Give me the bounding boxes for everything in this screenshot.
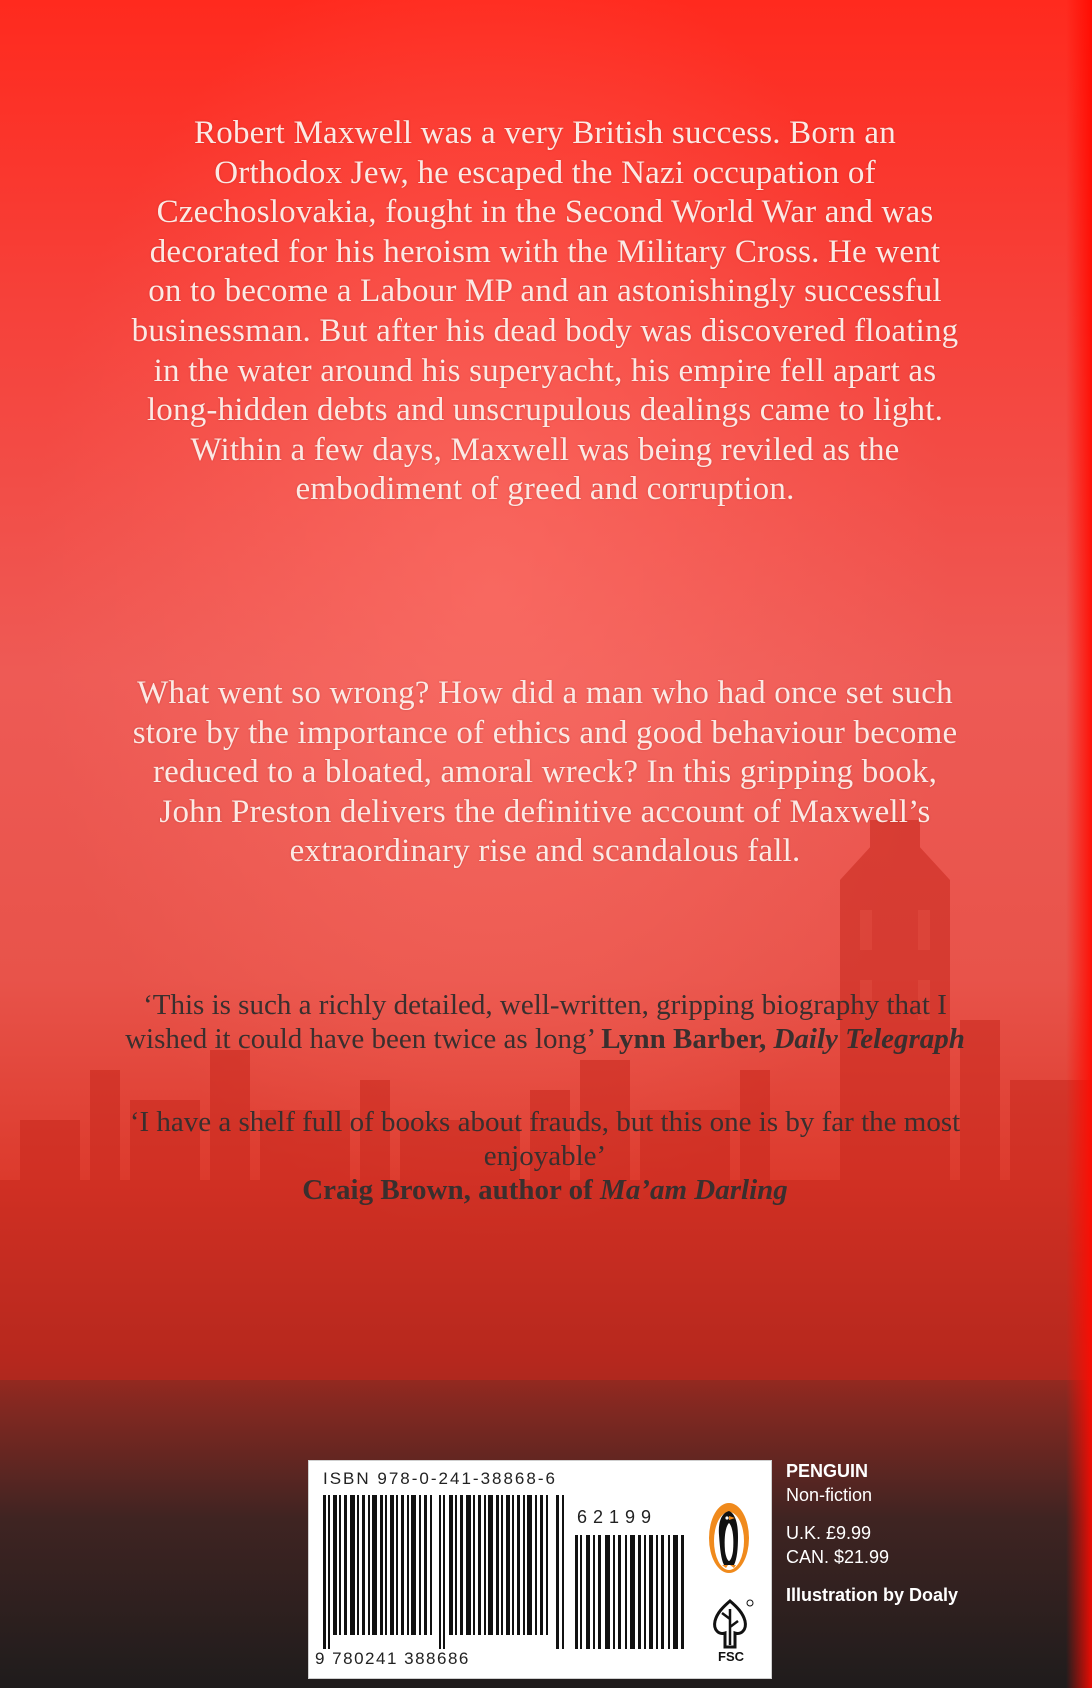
review-quote-2 [120, 1105, 970, 1207]
price-code: 62199 [577, 1507, 658, 1527]
isbn-label: ISBN 978-0-241-38868-6 [323, 1469, 557, 1488]
isbn-digits: 9 780241 388686 [315, 1649, 470, 1668]
illustration-credit: Illustration by Doaly [786, 1585, 959, 1605]
price-barcode [575, 1535, 689, 1649]
cover-edge-shading [1066, 0, 1092, 1688]
city-skyline-illustration [0, 820, 1092, 1380]
barcode-panel [308, 1460, 772, 1679]
isbn-barcode [323, 1495, 567, 1649]
review-quote-2-author: Craig Brown, author of [302, 1174, 593, 1206]
penguin-logo-icon [707, 1501, 751, 1575]
publisher-imprint: PENGUIN [786, 1461, 869, 1481]
blurb-paragraph-2: What went so wrong? How did a man who had once set such store by the importance of ethics and good behaviour become reduced to a bloated, amoral wreck? In this gripping book, John Preston delivers the definitive account of Maxwell’s extraordinary rise and scandalous fall. [132, 675, 958, 870]
fsc-label: FSC [718, 1649, 744, 1664]
review-quote-2-source: Ma’am Darling [600, 1174, 788, 1206]
review-quote-1-text: ‘This is such a richly detailed, well-written, gripping biography that I wished it could have been twice as long’ [125, 989, 947, 1055]
book-category: Non-fiction [786, 1485, 873, 1505]
price-can: CAN. $21.99 [786, 1547, 890, 1567]
blurb-paragraph-1: Robert Maxwell was a very British success. Born an Orthodox Jew, he escaped the Nazi occupation of Czechoslovakia, fought in the Second World War and was decorated for his heroism with the Military Cross. He went on to become a Labour MP and an astonishingly successful businessman. But after his dead body was discovered floating in the water around his superyacht, his empire fell apart as long-hidden debts and unscrupulous dealings came to light. Within a few days, Maxwell was being reviled as the embodiment of greed and corruption. [131, 115, 959, 508]
publisher-info [786, 1459, 958, 1607]
price-uk: U.K. £9.99 [786, 1523, 872, 1543]
review-quote-1 [120, 988, 970, 1056]
review-quote-1-author: Lynn Barber, [601, 1023, 767, 1055]
review-quote-2-text: ‘I have a shelf full of books about frauds, but this one is by far the most enjoyable’ [129, 1106, 961, 1172]
review-quote-1-source: Daily Telegraph [773, 1023, 965, 1055]
